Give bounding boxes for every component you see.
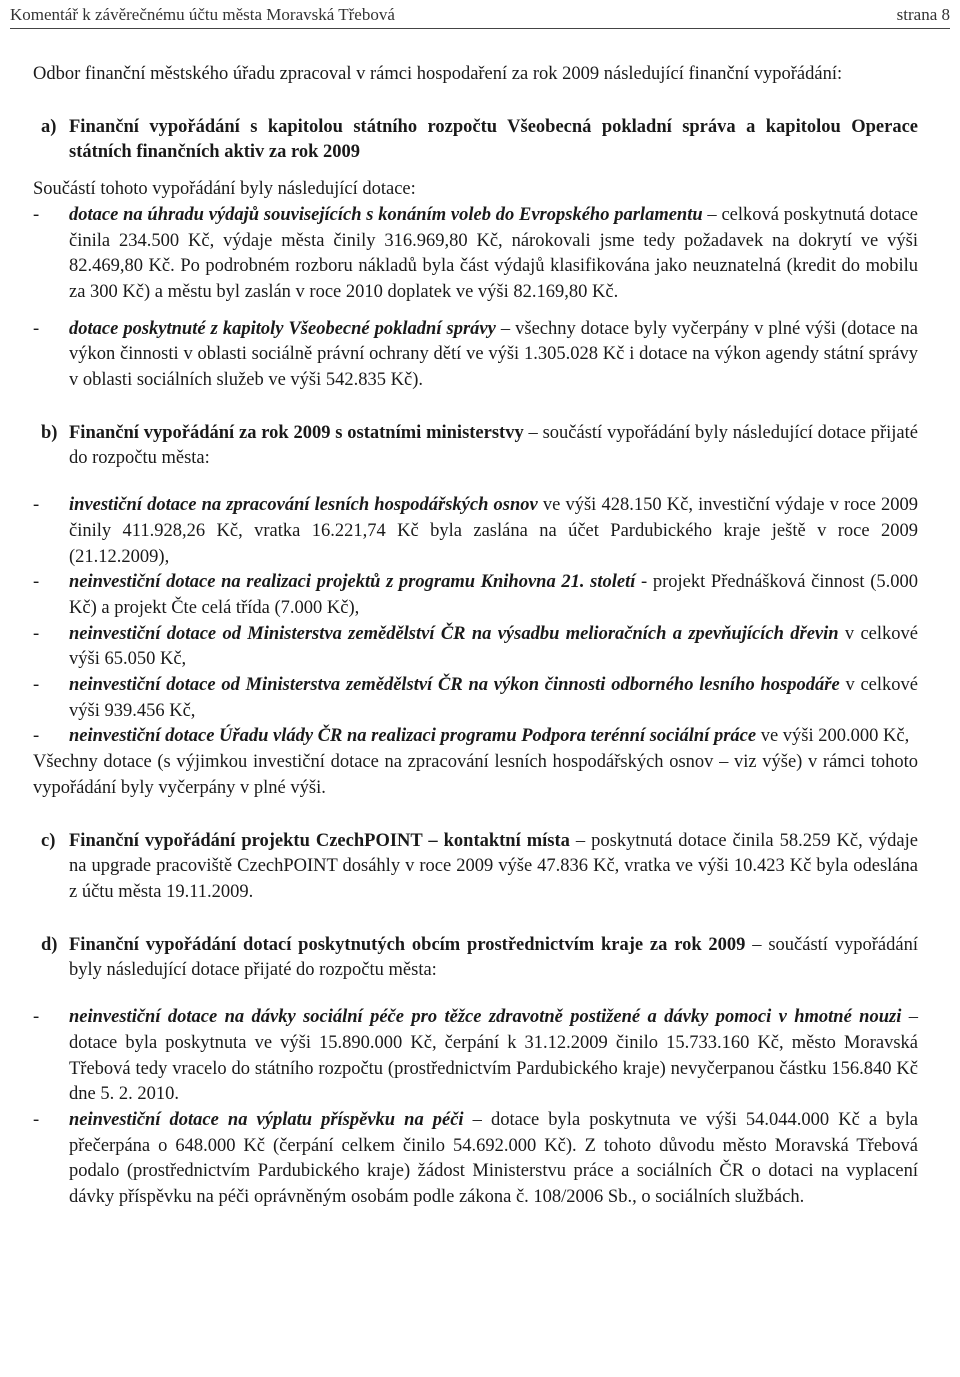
section-d-title-tail: – součástí vypořádání byly následující dotace přijaté do rozpočtu města: — [69, 934, 918, 981]
section-d-item-2-text: – dotace byla poskytnuta ve výši 54.044.000 Kč a byla přečerpána o 648.000 Kč (čerpání celkem činilo 54.692.000 Kč). Z tohoto důvodu město Moravská Třebová podalo (prostřednictvím Pardubického kraje) žádost Ministerstvu práce a sociálních ČR o dotaci na vyplacení dávky příspěvku na péči oprávněným osobám podle zákona č. 108/2006 Sb., o sociálních službách. — [69, 1109, 919, 1208]
section-b-item-5 — [33, 724, 918, 750]
section-b-item-3 — [33, 622, 918, 673]
section-b-item-4-heading: neinvestiční dotace od Ministerstva zemědělství ČR na výkon činnosti odborného lesního hospodáře — [69, 675, 840, 696]
section-b-item-2-text: - projekt Přednášková činnost (5.000 Kč) a projekt Čte celá třída (7.000 Kč), — [69, 572, 918, 618]
section-b-item-1 — [33, 493, 918, 570]
section-d-item-2-heading: neinvestiční dotace na výplatu příspěvku na péči — [69, 1109, 464, 1130]
page-header — [10, 2, 950, 29]
intro-paragraph: Odbor finanční městského úřadu zpracoval v rámci hospodaření za rok 2009 následující finanční vypořádání: — [33, 64, 843, 84]
section-b-item-2 — [33, 570, 918, 621]
section-a-item-2 — [33, 317, 918, 394]
page-number: strana 8 — [896, 5, 950, 24]
section-a-item-1-text: – celková poskytnutá dotace činila 234.500 Kč, výdaje města činily 316.969,80 Kč, nárokovali jsme tedy požadavek na dokrytí ve výši 82.469,80 Kč. Po podrobném rozboru nákladů byla část výdajů klasifikována jako neuznatelná (kredit do mobilu za 300 Kč) a městu byl zaslán v roce 2010 doplatek ve výši 82.169,80 Kč. — [69, 204, 918, 302]
section-b-item-5-heading: neinvestiční dotace Úřadu vlády ČR na realizaci programu Podpora terénní sociální práce — [69, 726, 757, 747]
section-a — [33, 115, 918, 166]
bullet-dash: - — [33, 726, 40, 747]
section-b-summary: Všechny dotace (s výjimkou investiční dotace na zpracování lesních hospodářských osnov – viz výše) v rámci tohoto vypořádání byly vyčerpány v plné výši. — [33, 752, 918, 798]
section-b-marker: b) — [41, 422, 58, 443]
section-c-marker: c) — [41, 830, 56, 851]
document-body — [33, 62, 918, 1211]
bullet-dash: - — [33, 318, 40, 339]
section-b-item-1-heading: investiční dotace na zpracování lesních hospodářských osnov — [69, 495, 538, 516]
section-a-title: Finanční vypořádání s kapitolou státního rozpočtu Všeobecná pokladní správa a kapitolou Operace státních finančních aktiv za rok 2009 — [69, 116, 918, 163]
section-b-item-3-text: v celkové výši 65.050 Kč, — [69, 623, 918, 670]
section-c-text: – poskytnutá dotace činila 58.259 Kč, výdaje na upgrade pracoviště CzechPOINT dosáhly v roce 2009 výše 47.836 Kč, vratka ve výši 10.423 Kč byla odeslána z účtu města 19.11.2009. — [69, 830, 918, 902]
bullet-dash: - — [33, 623, 40, 644]
section-b-item-5-text: ve výši 200.000 Kč, — [756, 726, 910, 747]
bullet-dash: - — [33, 1007, 40, 1028]
section-b-item-3-heading: neinvestiční dotace od Ministerstva zemědělství ČR na výsadbu melioračních a zpevňujících dřevin — [69, 623, 839, 644]
section-a-marker: a) — [41, 116, 57, 137]
section-b — [33, 421, 918, 472]
section-a-item-2-heading: dotace poskytnuté z kapitoly Všeobecné pokladní správy — [69, 318, 496, 339]
bullet-dash: - — [33, 1109, 40, 1130]
section-d-marker: d) — [41, 934, 58, 955]
section-d-item-2 — [33, 1108, 918, 1211]
section-c — [33, 829, 918, 906]
section-b-item-2-heading: neinvestiční dotace na realizaci projektů z programu Knihovna 21. století — [69, 572, 636, 593]
section-d-title: Finanční vypořádání dotací poskytnutých obcím prostřednictvím kraje za rok 2009 — [69, 934, 746, 955]
section-a-item-1 — [33, 203, 918, 306]
bullet-dash: - — [33, 495, 40, 516]
section-d-item-1-text: – dotace byla poskytnuta ve výši 15.890.000 Kč, čerpání k 31.12.2009 činilo 15.733.160 Kč, město Moravská Třebová tedy vracelo do státního rozpočtu (prostřednictvím Pardubického kraje) nevyčerpanou částku 156.840 Kč dne 5. 2. 2010. — [69, 1007, 919, 1105]
section-d-item-1-heading: neinvestiční dotace na dávky sociální péče pro těžce zdravotně postižené a dávky pomoci v hmotné nouzi — [69, 1007, 902, 1028]
section-c-title: Finanční vypořádání projektu CzechPOINT – kontaktní místa — [69, 830, 570, 851]
bullet-dash: - — [33, 204, 40, 225]
section-a-item-1-heading: dotace na úhradu výdajů souvisejících s konáním voleb do Evropského parlamentu — [69, 204, 703, 225]
section-b-item-1-text: ve výši 428.150 Kč, investiční výdaje v roce 2009 činily 411.928,26 Kč, vratka 16.221,74 Kč byla zaslána na účet Pardubického kraje ještě v roce 2009 (21.12.2009), — [69, 495, 918, 567]
header-title: Komentář k závěrečnému účtu města Moravská Třebová — [10, 5, 395, 24]
section-b-title-tail: – součástí vypořádání byly následující dotace přijaté do rozpočtu města: — [69, 422, 918, 469]
bullet-dash: - — [33, 675, 40, 696]
section-a-item-2-text: – všechny dotace byly vyčerpány v plné výši (dotace na výkon činnosti v oblasti sociálně právní ochrany dětí ve výši 1.305.028 Kč i dotace na výkon agendy státní správy v oblasti sociálních služeb ve výši 542.835 Kč). — [69, 318, 919, 391]
section-b-title: Finanční vypořádání za rok 2009 s ostatními ministerstvy — [69, 422, 524, 443]
section-b-item-4-text: v celkové výši 939.456 Kč, — [69, 675, 918, 721]
section-a-lead: Součástí tohoto vypořádání byly následující dotace: — [33, 179, 416, 200]
section-b-item-4 — [33, 673, 918, 724]
bullet-dash: - — [33, 572, 40, 593]
section-d-item-1 — [33, 1005, 918, 1108]
section-d — [33, 933, 918, 984]
